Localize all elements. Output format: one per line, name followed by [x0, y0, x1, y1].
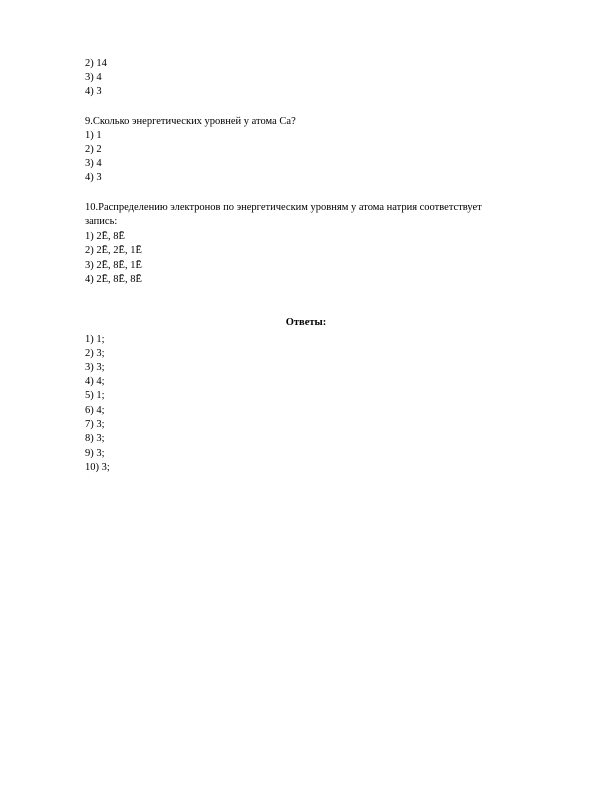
- answer-item: 5) 1;: [85, 390, 105, 401]
- answer-item: 3) 3;: [85, 362, 105, 373]
- q9-question: 9.Сколько энергетических уровней у атома Ca?: [85, 116, 296, 127]
- q8-option-2: 2) 14: [85, 58, 107, 69]
- q8-option-4: 4) 3: [85, 86, 102, 97]
- answer-item: 10) 3;: [85, 462, 110, 473]
- q10-option-4: 4) 2Ē, 8Ē, 8Ē: [85, 274, 142, 285]
- q10-question-line1: 10.Распределению электронов по энергетическим уровням у атома натрия соответствует: [85, 202, 482, 213]
- q9-option-1: 1) 1: [85, 130, 102, 141]
- q9-option-2: 2) 2: [85, 144, 102, 155]
- answers-title: Ответы:: [285, 317, 327, 328]
- q10-option-3: 3) 2Ē, 8Ē, 1Ē: [85, 260, 142, 271]
- answer-item: 4) 4;: [85, 376, 105, 387]
- answer-item: 2) 3;: [85, 348, 105, 359]
- q9-option-4: 4) 3: [85, 172, 102, 183]
- answer-item: 9) 3;: [85, 448, 105, 459]
- answer-item: 8) 3;: [85, 433, 105, 444]
- answer-item: 6) 4;: [85, 405, 105, 416]
- q10-option-2: 2) 2Ē, 2Ē, 1Ē: [85, 245, 142, 256]
- answer-item: 1) 1;: [85, 334, 105, 345]
- q8-option-3: 3) 4: [85, 72, 102, 83]
- q10-option-1: 1) 2Ē, 8Ē: [85, 231, 125, 242]
- answer-item: 7) 3;: [85, 419, 105, 430]
- q10-question-line2: запись:: [85, 216, 118, 227]
- q9-option-3: 3) 4: [85, 158, 102, 169]
